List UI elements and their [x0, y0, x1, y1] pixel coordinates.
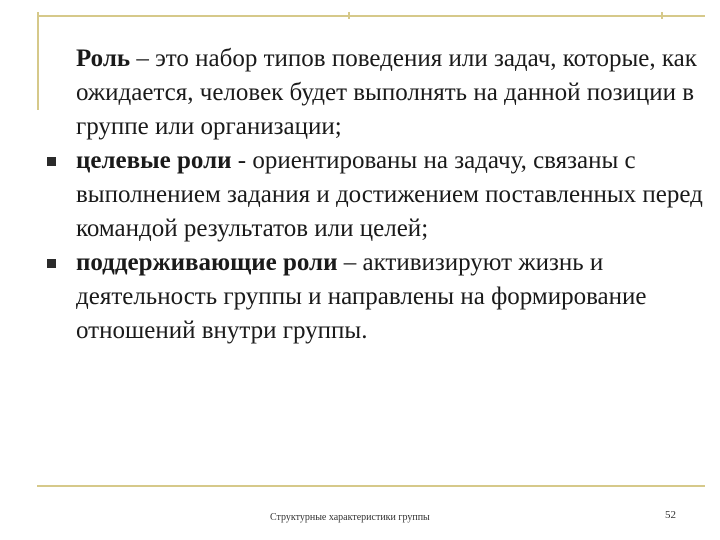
list-item-target-roles: [76, 144, 706, 246]
square-bullet-icon: [47, 157, 56, 166]
rule-tick: [661, 12, 663, 19]
term-supporting-roles: поддерживающие роли: [76, 249, 338, 276]
role-definition-text: – это набор типов поведения или задач, которые, как ожидается, человек будет выполнять на данной позиции в группе или организации;: [76, 45, 697, 140]
rule-tick: [348, 12, 350, 19]
square-bullet-icon: [47, 259, 56, 268]
paragraph-role-definition: [76, 42, 706, 144]
page-number: 52: [665, 509, 676, 521]
supporting-roles-text: – активизируют жизнь и деятельность группы и направлены на формирование отношений внутри группы.: [76, 249, 647, 344]
term-target-roles: целевые роли: [76, 147, 232, 174]
list-item-supporting-roles: [76, 246, 706, 348]
left-rule: [37, 15, 39, 110]
footer-title: Структурные характеристики группы: [270, 512, 430, 523]
bottom-rule: [37, 485, 705, 487]
top-rule: [37, 15, 705, 17]
target-roles-text: - ориентированы на задачу, связаны с выполнением задания и достижением поставленных перед командой результатов или целей;: [76, 147, 703, 242]
term-role: Роль: [76, 45, 131, 72]
slide-body: [76, 42, 706, 348]
